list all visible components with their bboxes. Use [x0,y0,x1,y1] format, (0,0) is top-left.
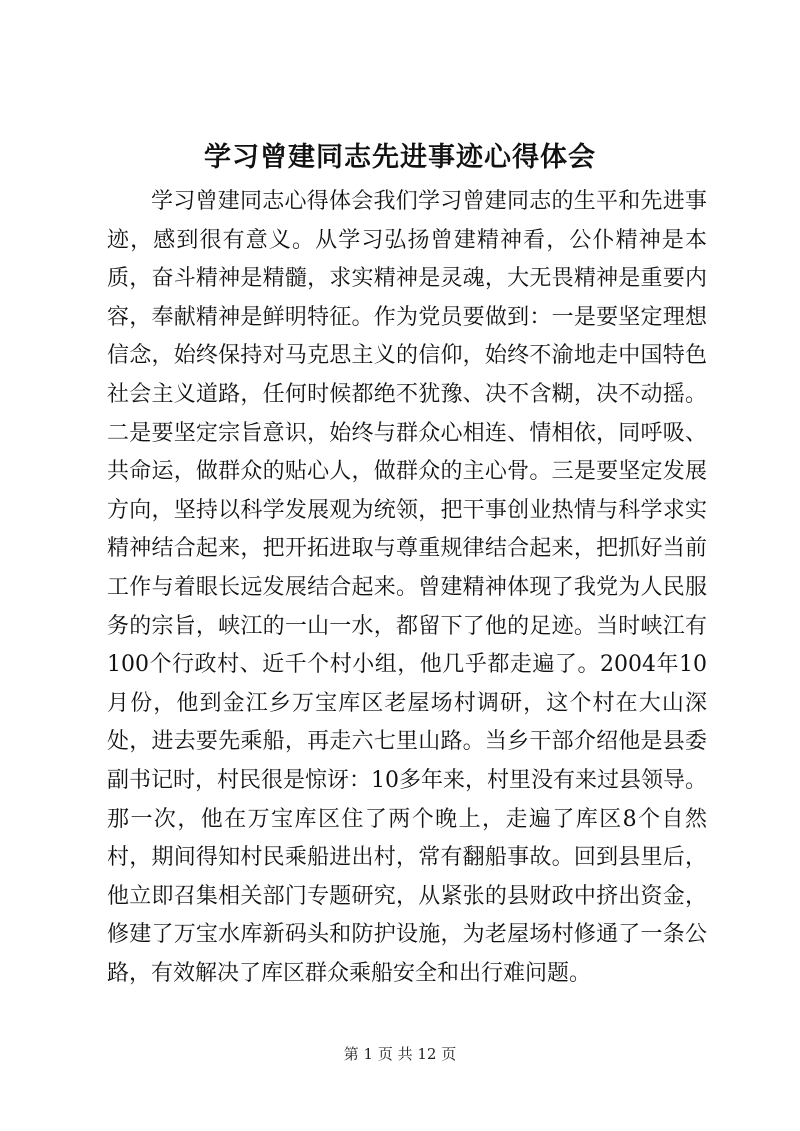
document-title: 学习曾建同志先进事迹心得体会 [204,142,596,173]
page-number-footer: 第 1 页 共 12 页 [343,1045,457,1063]
body-paragraph: 学习曾建同志心得体会我们学习曾建同志的生平和先进事迹，感到很有意义。从学习弘扬曾建精神看，公仆精神是本质，奋斗精神是精髓，求实精神是灵魂，大无畏精神是重要内容，奉献精神是鲜明特征。作为党员要做到：一是要坚定理想信念，始终保持对马克思主义的信仰，始终不渝地走中国特色社会主义道路，任何时候都绝不犹豫、决不含糊，决不动摇。二是要坚定宗旨意识，始终与群众心相连、情相依，同呼吸、共命运，做群众的贴心人，做群众的主心骨。三是要坚定发展方向，坚持以科学发展观为统领，把干事创业热情与科学求实精神结合起来，把开拓进取与尊重规律结合起来，把抓好当前工作与着眼长远发展结合起来。曾建精神体现了我党为人民服务的宗旨，峡江的一山一水，都留下了他的足迹。当时峡江有100个行政村、近千个村小组，他几乎都走遍了。2004年10月份，他到金江乡万宝库区老屋场村调研，这个村在大山深处，进去要先乘船，再走六七里山路。当乡干部介绍他是县委副书记时，村民很是惊讶：10多年来，村里没有来过县领导。那一次，他在万宝库区住了两个晚上，走遍了库区8个自然村，期间得知村民乘船进出村，常有翻船事故。回到县里后，他立即召集相关部门专题研究，从紧张的县财政中挤出资金，修建了万宝水库新码头和防护设施，为老屋场村修通了一条公路，有效解决了库区群众乘船安全和出行难问题。 [107,189,707,986]
